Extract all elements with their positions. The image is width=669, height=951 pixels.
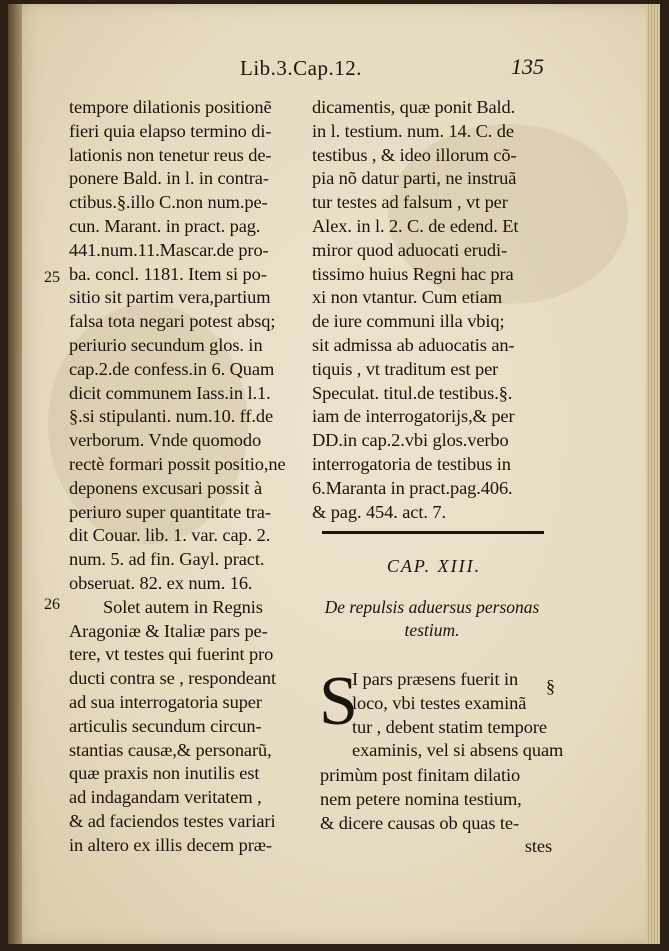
text-line: tur , debent statim tempore [352,716,547,737]
text-line: de iure communi illa vbiq; [312,311,505,332]
text-line: miror quod aduocati erudi- [312,239,508,260]
chapter-subtitle [312,596,552,642]
text-line: stantias causæ,& personarũ, [69,739,272,760]
text-line: tur testes ad falsum , vt per [312,192,508,213]
book-page [8,4,660,944]
text-line: I pars præsens fuerit in [352,669,519,689]
text-line: obseruat. 82. ex num. 16. [69,572,253,593]
text-line: & pag. 454. act. 7. [312,501,446,522]
margin-mark: § [546,676,555,696]
text-line: pia nõ datur parti, ne instruã [312,168,517,189]
text-line: Solet autem in Regnis [103,596,263,617]
running-head: Lib.3.Cap.12. [240,56,362,80]
text-line: nem petere nomina testium, [320,788,522,809]
subtitle-line: testium. [404,620,460,640]
text-line: & ad faciendos testes variari [69,810,276,831]
text-line: ad indagandam veritatem , [69,787,262,808]
text-line: periuro super quantitate tra- [69,501,271,522]
text-line: ba. concl. 1181. Item si po- [69,263,267,284]
page-edge [646,4,660,944]
text-line: Speculat. titul.de testibus.§. [312,382,513,403]
text-line: cun. Marant. in pract. pag. [69,215,261,236]
text-line: falsa tota negari potest absq; [69,311,276,332]
text-line: tiquis , vt traditum est per [312,358,499,379]
text-line: primùm post finitam dilatio [320,765,521,785]
text-line: dit Couar. lib. 1. var. cap. 2. [69,525,271,546]
text-line: ad sua interrogatoria super [69,691,262,712]
text-line: tissimo huius Regni hac pra [312,263,514,284]
text-line: dicamentis, quæ ponit Bald. [312,97,516,117]
text-line: testibus , & ideo illorum cõ- [312,144,517,165]
text-line: DD.in cap.2.vbi glos.verbo [312,430,509,451]
text-line: xi non vtantur. Cum etiam [312,287,503,308]
drop-cap: S [319,663,358,740]
text-line: sitio sit partim vera,partium [69,287,271,308]
left-column [69,96,301,858]
text-line: examinis, vel si absens quam [352,740,564,761]
text-line: num. 5. ad fin. Gayl. pract. [69,549,265,570]
text-line: §.si stipulanti. num.10. ff.de [69,406,274,427]
text-line: verborum. Vnde quomodo [69,430,262,451]
text-line: in altero ex illis decem præ- [69,834,272,855]
page-header [8,56,660,86]
subtitle-line: De repulsis aduersus personas [324,597,540,617]
chapter-title: CAP. XIII. [386,556,482,576]
text-line: tere, vt testes qui fuerint pro [69,644,274,665]
text-line: interrogatoria de testibus in [312,453,511,474]
text-line: fieri quia elapso termino di- [69,120,272,141]
text-line: quæ praxis non inutilis est [69,763,260,784]
text-line: 6.Maranta in pract.pag.406. [312,477,513,498]
dropcap-text [352,668,564,763]
text-line: articulis secundum circun- [69,715,262,736]
text-line: loco, vbi testes examinã [352,692,527,713]
text-line: & dicere causas ob quas te- [320,812,520,833]
text-line: sit admissa ab aduocatis an- [312,334,515,355]
text-line: iam de interrogatorijs,& per [312,406,515,427]
text-line: stes [524,836,552,857]
text-line: lationis non tenetur reus de- [69,144,272,165]
section-rule [322,531,544,534]
right-column [312,96,552,524]
text-line: ctibus.§.illo C.non num.pe- [69,192,268,213]
text-line: deponens excusari possit à [69,477,263,498]
text-line: cap.2.de confess.in 6. Quam [69,358,275,379]
text-line: ponere Bald. in l. in contra- [69,168,269,189]
text-line: periurio secundum glos. in [69,334,263,355]
margin-number: 25 [44,269,60,286]
text-line: Alex. in l. 2. C. de edend. Et [312,215,519,236]
text-line: tempore dilationis positionẽ [69,97,272,117]
text-line: 441.num.11.Mascar.de pro- [69,239,269,260]
text-line: Aragoniæ & Italiæ pars pe- [69,620,268,641]
chapter-text [320,764,552,859]
text-line: in l. testium. num. 14. C. de [312,120,514,141]
text-line: rectè formari possit positio,ne [69,453,286,474]
margin-number: 26 [44,596,60,613]
page-number: 135 [511,54,544,79]
page-gutter [8,4,22,944]
text-line: ducti contra se , respondeant [69,668,276,689]
text-line: dicit communem Iass.in l.1. [69,382,271,403]
